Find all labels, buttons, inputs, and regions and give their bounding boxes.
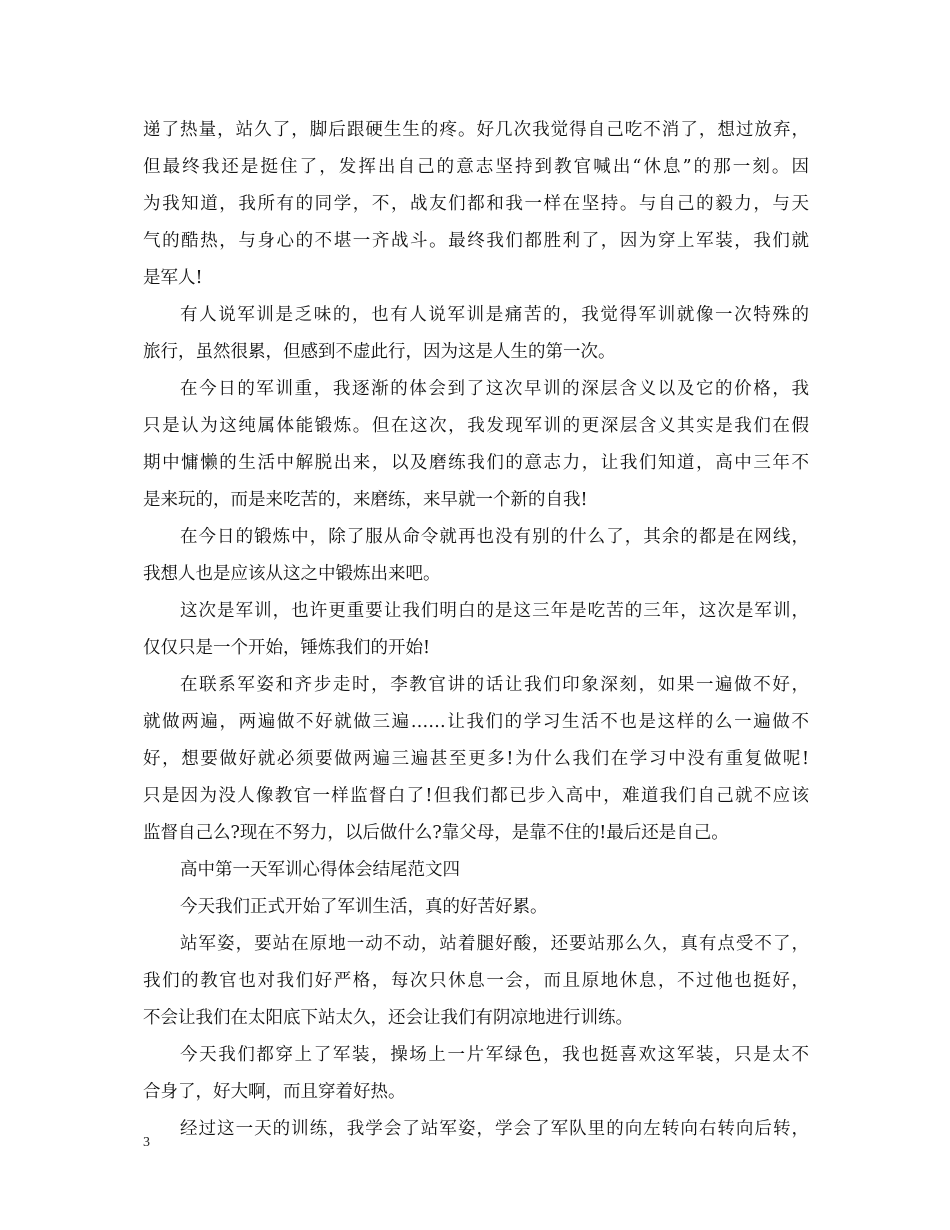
text-line: 是军人! (143, 268, 203, 288)
text-line: 经过这一天的训练，我学会了站军姿，学会了军队里的向左转向右转向后转， (180, 1119, 809, 1139)
text-line: 为我知道，我所有的同学，不，战友们都和我一样在坚持。与自己的毅力，与天 (143, 194, 809, 214)
text-line: 只是认为这纯属体能锻炼。但在这次，我发现军训的更深层含义其实是我们在假 (143, 416, 809, 436)
text-line: 就做两遍，两遍做不好就做三遍……让我们的学习生活不也是这样的么一遍做不 (143, 712, 809, 732)
text-line: 我想人也是应该从这之中锻炼出来吧。 (143, 564, 441, 584)
text-line: 在今日的锻炼中，除了服从命令就再也没有别的什么了，其余的都是在网线， (180, 527, 809, 547)
text-line: 仅仅只是一个开始，锤炼我们的开始! (143, 638, 431, 658)
text-line: 在今日的军训重，我逐渐的体会到了这次早训的深层含义以及它的价格，我 (180, 379, 809, 399)
text-line: 气的酷热，与身心的不堪一齐战斗。最终我们都胜利了，因为穿上军装，我们就 (143, 231, 809, 251)
text-line: 期中慵懒的生活中解脱出来，以及磨练我们的意志力，让我们知道，高中三年不 (143, 453, 809, 473)
text-line: 在联系军姿和齐步走时，李教官讲的话让我们印象深刻，如果一遍做不好， (180, 675, 809, 695)
text-line: 今天我们都穿上了军装，操场上一片军绿色，我也挺喜欢这军装，只是太不 (180, 1045, 809, 1065)
text-line: 是来玩的，而是来吃苦的，来磨练，来早就一个新的自我! (143, 490, 588, 510)
text-line: 站军姿，要站在原地一动不动，站着腿好酸，还要站那么久，真有点受不了， (180, 934, 809, 954)
document-body (143, 112, 809, 1148)
text-line: 今天我们正式开始了军训生活，真的好苦好累。 (180, 897, 548, 917)
text-line: 监督自己么?现在不努力，以后做什么?靠父母，是靠不住的!最后还是自己。 (143, 823, 729, 843)
text-line: 我们的教官也对我们好严格，每次只休息一会，而且原地休息，不过他也挺好， (143, 971, 809, 991)
text-line: 不会让我们在太阳底下站太久，还会让我们有阴凉地进行训练。 (143, 1008, 633, 1028)
text-line: 但最终我还是挺住了，发挥出自己的意志坚持到教官喊出“休息”的那一刻。因 (143, 157, 809, 177)
text-line: 有人说军训是乏味的，也有人说军训是痛苦的，我觉得军训就像一次特殊的 (180, 305, 809, 325)
text-line: 只是因为没人像教官一样监督白了!但我们都已步入高中，难道我们自己就不应该 (143, 786, 809, 806)
text-line: 递了热量，站久了，脚后跟硬生生的疼。好几次我觉得自己吃不消了，想过放弃， (143, 120, 809, 140)
page-number: 3 (143, 1135, 150, 1150)
text-line: 高中第一天军训心得体会结尾范文四 (180, 860, 460, 880)
text-line: 旅行，虽然很累，但感到不虚此行，因为这是人生的第一次。 (143, 342, 616, 362)
text-line: 合身了，好大啊，而且穿着好热。 (143, 1082, 406, 1102)
text-line: 这次是军训，也许更重要让我们明白的是这三年是吃苦的三年，这次是军训， (180, 601, 809, 621)
text-line: 好，想要做好就必须要做两遍三遍甚至更多!为什么我们在学习中没有重复做呢! (143, 749, 809, 769)
